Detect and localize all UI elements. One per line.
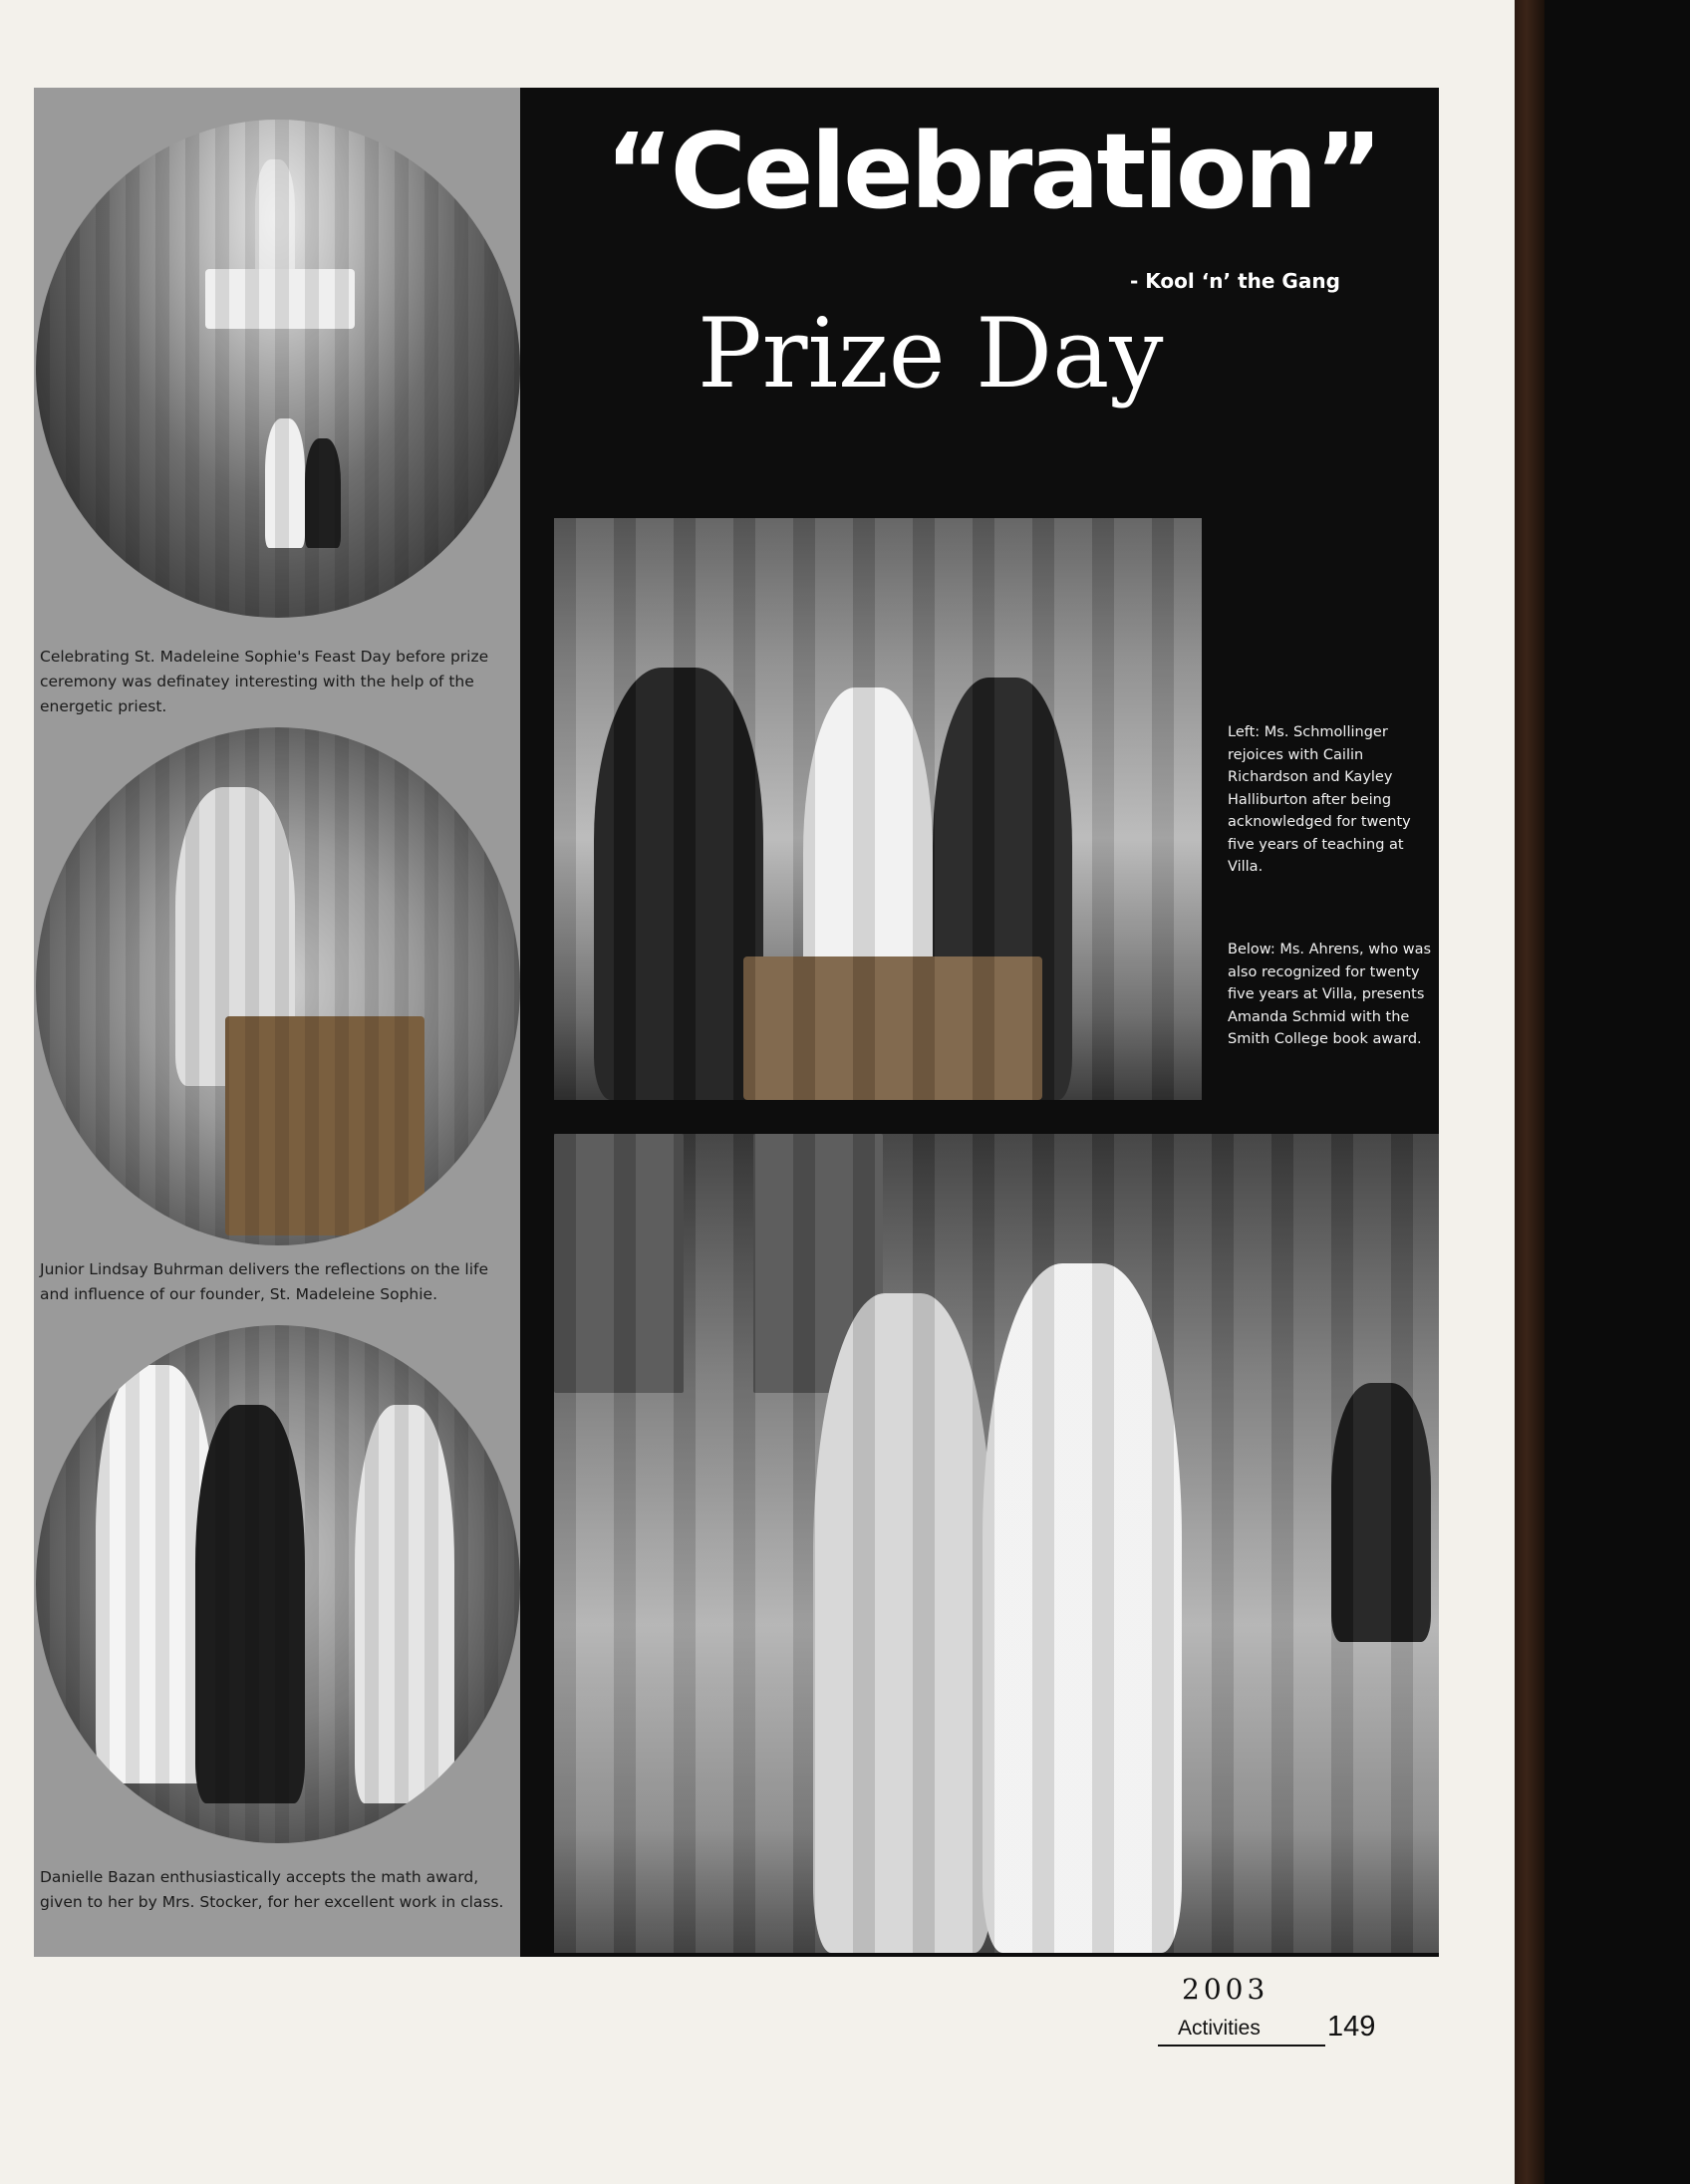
yearbook-year: 2003 [1182, 1973, 1269, 2006]
book-spine [1515, 0, 1545, 2184]
page-number: 149 [1327, 2011, 1376, 2043]
left-photo-caption: Left: Ms. Schmollinger rejoices with Cailin Richardson and Kayley Halliburton after being acknowledged for twenty five years of teaching at Villa. [1228, 724, 1411, 875]
math-award-photo [36, 1325, 520, 1843]
feast-day-photo [36, 120, 520, 618]
footer-rule [1158, 2045, 1325, 2047]
book-award-photo [554, 1134, 1439, 1953]
schmollinger-photo [554, 518, 1202, 1100]
event-title: Prize Day [698, 298, 1164, 410]
feast-day-caption: Celebrating St. Madeleine Sophie's Feast Day before prize ceremony was definatey interesting with the help of the energetic priest. [40, 648, 489, 715]
song-title: “Celebration” [605, 111, 1380, 232]
song-artist: - Kool ‘n’ the Gang [1130, 269, 1340, 293]
reflections-photo [36, 727, 520, 1245]
reflections-caption: Junior Lindsay Buhrman delivers the reflections on the life and influence of our founder, St. Madeleine Sophie. [40, 1260, 489, 1303]
math-award-caption: Danielle Bazan enthusiastically accepts the math award, given to her by Mrs. Stocker, for her excellent work in class. [40, 1868, 504, 1911]
below-photo-caption: Below: Ms. Ahrens, who was also recognized for twenty five years at Villa, presents Amanda Schmid with the Smith College book award. [1228, 942, 1432, 1047]
section-label: Activities [1178, 2017, 1261, 2040]
